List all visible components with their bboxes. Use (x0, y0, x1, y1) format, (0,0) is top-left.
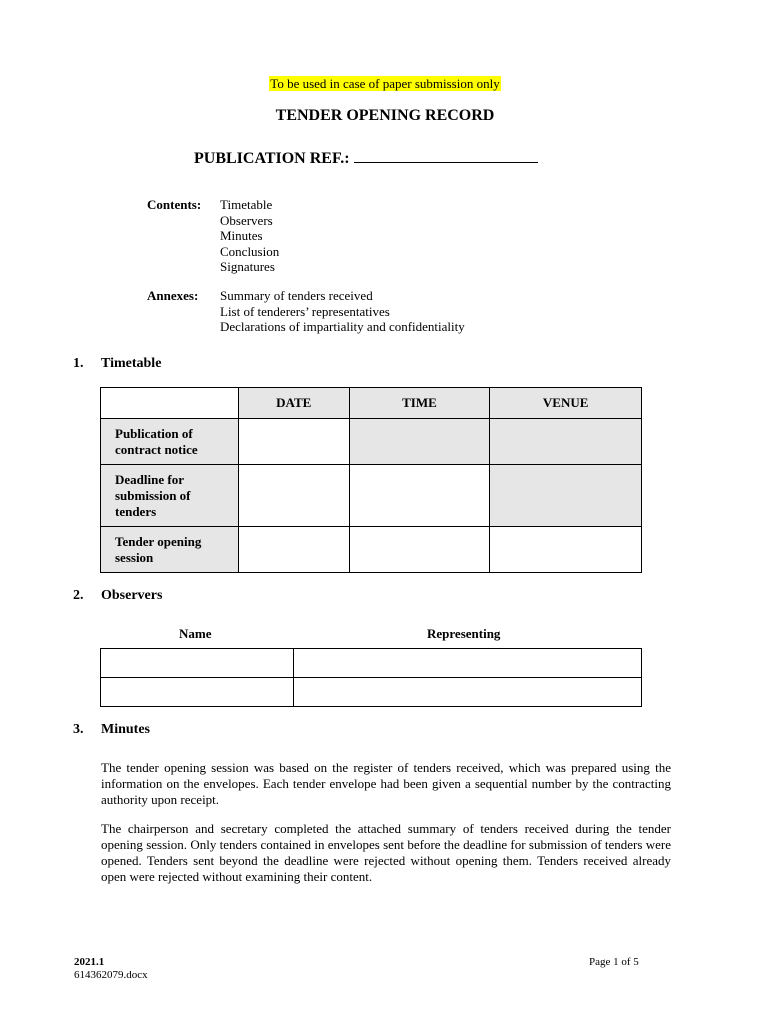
timetable-table (100, 387, 642, 573)
publication-time-cell (349, 419, 490, 465)
row-label-opening-session: Tender opening session (101, 527, 239, 573)
publication-date-cell[interactable] (238, 419, 349, 465)
section-minutes-heading: 3. Minutes (73, 722, 150, 737)
section-timetable-heading: 1. Timetable (73, 356, 162, 371)
list-item: Observers (220, 212, 273, 228)
paper-submission-notice: To be used in case of paper submission only (270, 76, 500, 91)
list-item: Signatures (220, 259, 275, 274)
column-header-venue: VENUE (490, 388, 642, 419)
deadline-venue-cell (490, 465, 642, 527)
observers-representing-header: Representing (427, 626, 501, 641)
footer-filename: 614362079.docx (74, 969, 148, 981)
list-item: Minutes (220, 228, 263, 243)
footer-version: 2021.1 (74, 956, 105, 968)
footer-page-number: Page 1 of 5 (589, 956, 639, 968)
observer-name-cell[interactable] (101, 649, 294, 678)
section-observers-heading: 2. Observers (73, 588, 163, 603)
list-item: Timetable (220, 197, 273, 212)
minutes-paragraph-1: The tender opening session was based on the register of tenders received, which was prepared using the information on the envelopes. Each tender envelope had been given a sequential number by the contracting authority upon receipt. (101, 760, 671, 807)
publication-ref (194, 147, 538, 168)
row-label-publication: Publication of contract notice (101, 419, 239, 465)
observer-representing-cell[interactable] (293, 678, 641, 707)
opening-date-cell[interactable] (238, 527, 349, 573)
table-row (101, 649, 642, 678)
observers-table (100, 648, 642, 707)
opening-venue-cell[interactable] (490, 527, 642, 573)
contents-label: Contents: (147, 197, 202, 212)
list-item: Conclusion (220, 243, 280, 259)
publication-ref-label: PUBLICATION REF.: (194, 150, 350, 167)
observer-representing-cell[interactable] (293, 649, 641, 678)
column-header-date: DATE (238, 388, 349, 419)
observers-name-header: Name (179, 626, 212, 641)
list-item: Summary of tenders received (220, 288, 373, 303)
row-label-deadline: Deadline for submission of tenders (101, 465, 239, 527)
annexes-label: Annexes: (147, 288, 199, 303)
publication-ref-field[interactable] (354, 147, 538, 163)
publication-venue-cell (490, 419, 642, 465)
observer-name-cell[interactable] (101, 678, 294, 707)
opening-time-cell[interactable] (349, 527, 490, 573)
document-title: TENDER OPENING RECORD (275, 107, 495, 124)
list-item: List of tenderers’ representatives (220, 303, 390, 319)
minutes-paragraph-2: The chairperson and secretary completed the attached summary of tenders received during the tender opening session. Only tenders contained in envelopes sent before the deadline for submission of tenders were opened. Tenders sent beyond the deadline were rejected without opening them. Tenders received already open were rejected without examining their content. (101, 821, 671, 884)
annexes-list (220, 288, 465, 335)
deadline-date-cell[interactable] (238, 465, 349, 527)
footer-left (74, 956, 148, 982)
table-row (101, 678, 642, 707)
column-header-time: TIME (349, 388, 490, 419)
deadline-time-cell[interactable] (349, 465, 490, 527)
table-corner-cell (101, 388, 239, 419)
list-item: Declarations of impartiality and confidentiality (220, 319, 465, 334)
contents-list (220, 197, 279, 275)
